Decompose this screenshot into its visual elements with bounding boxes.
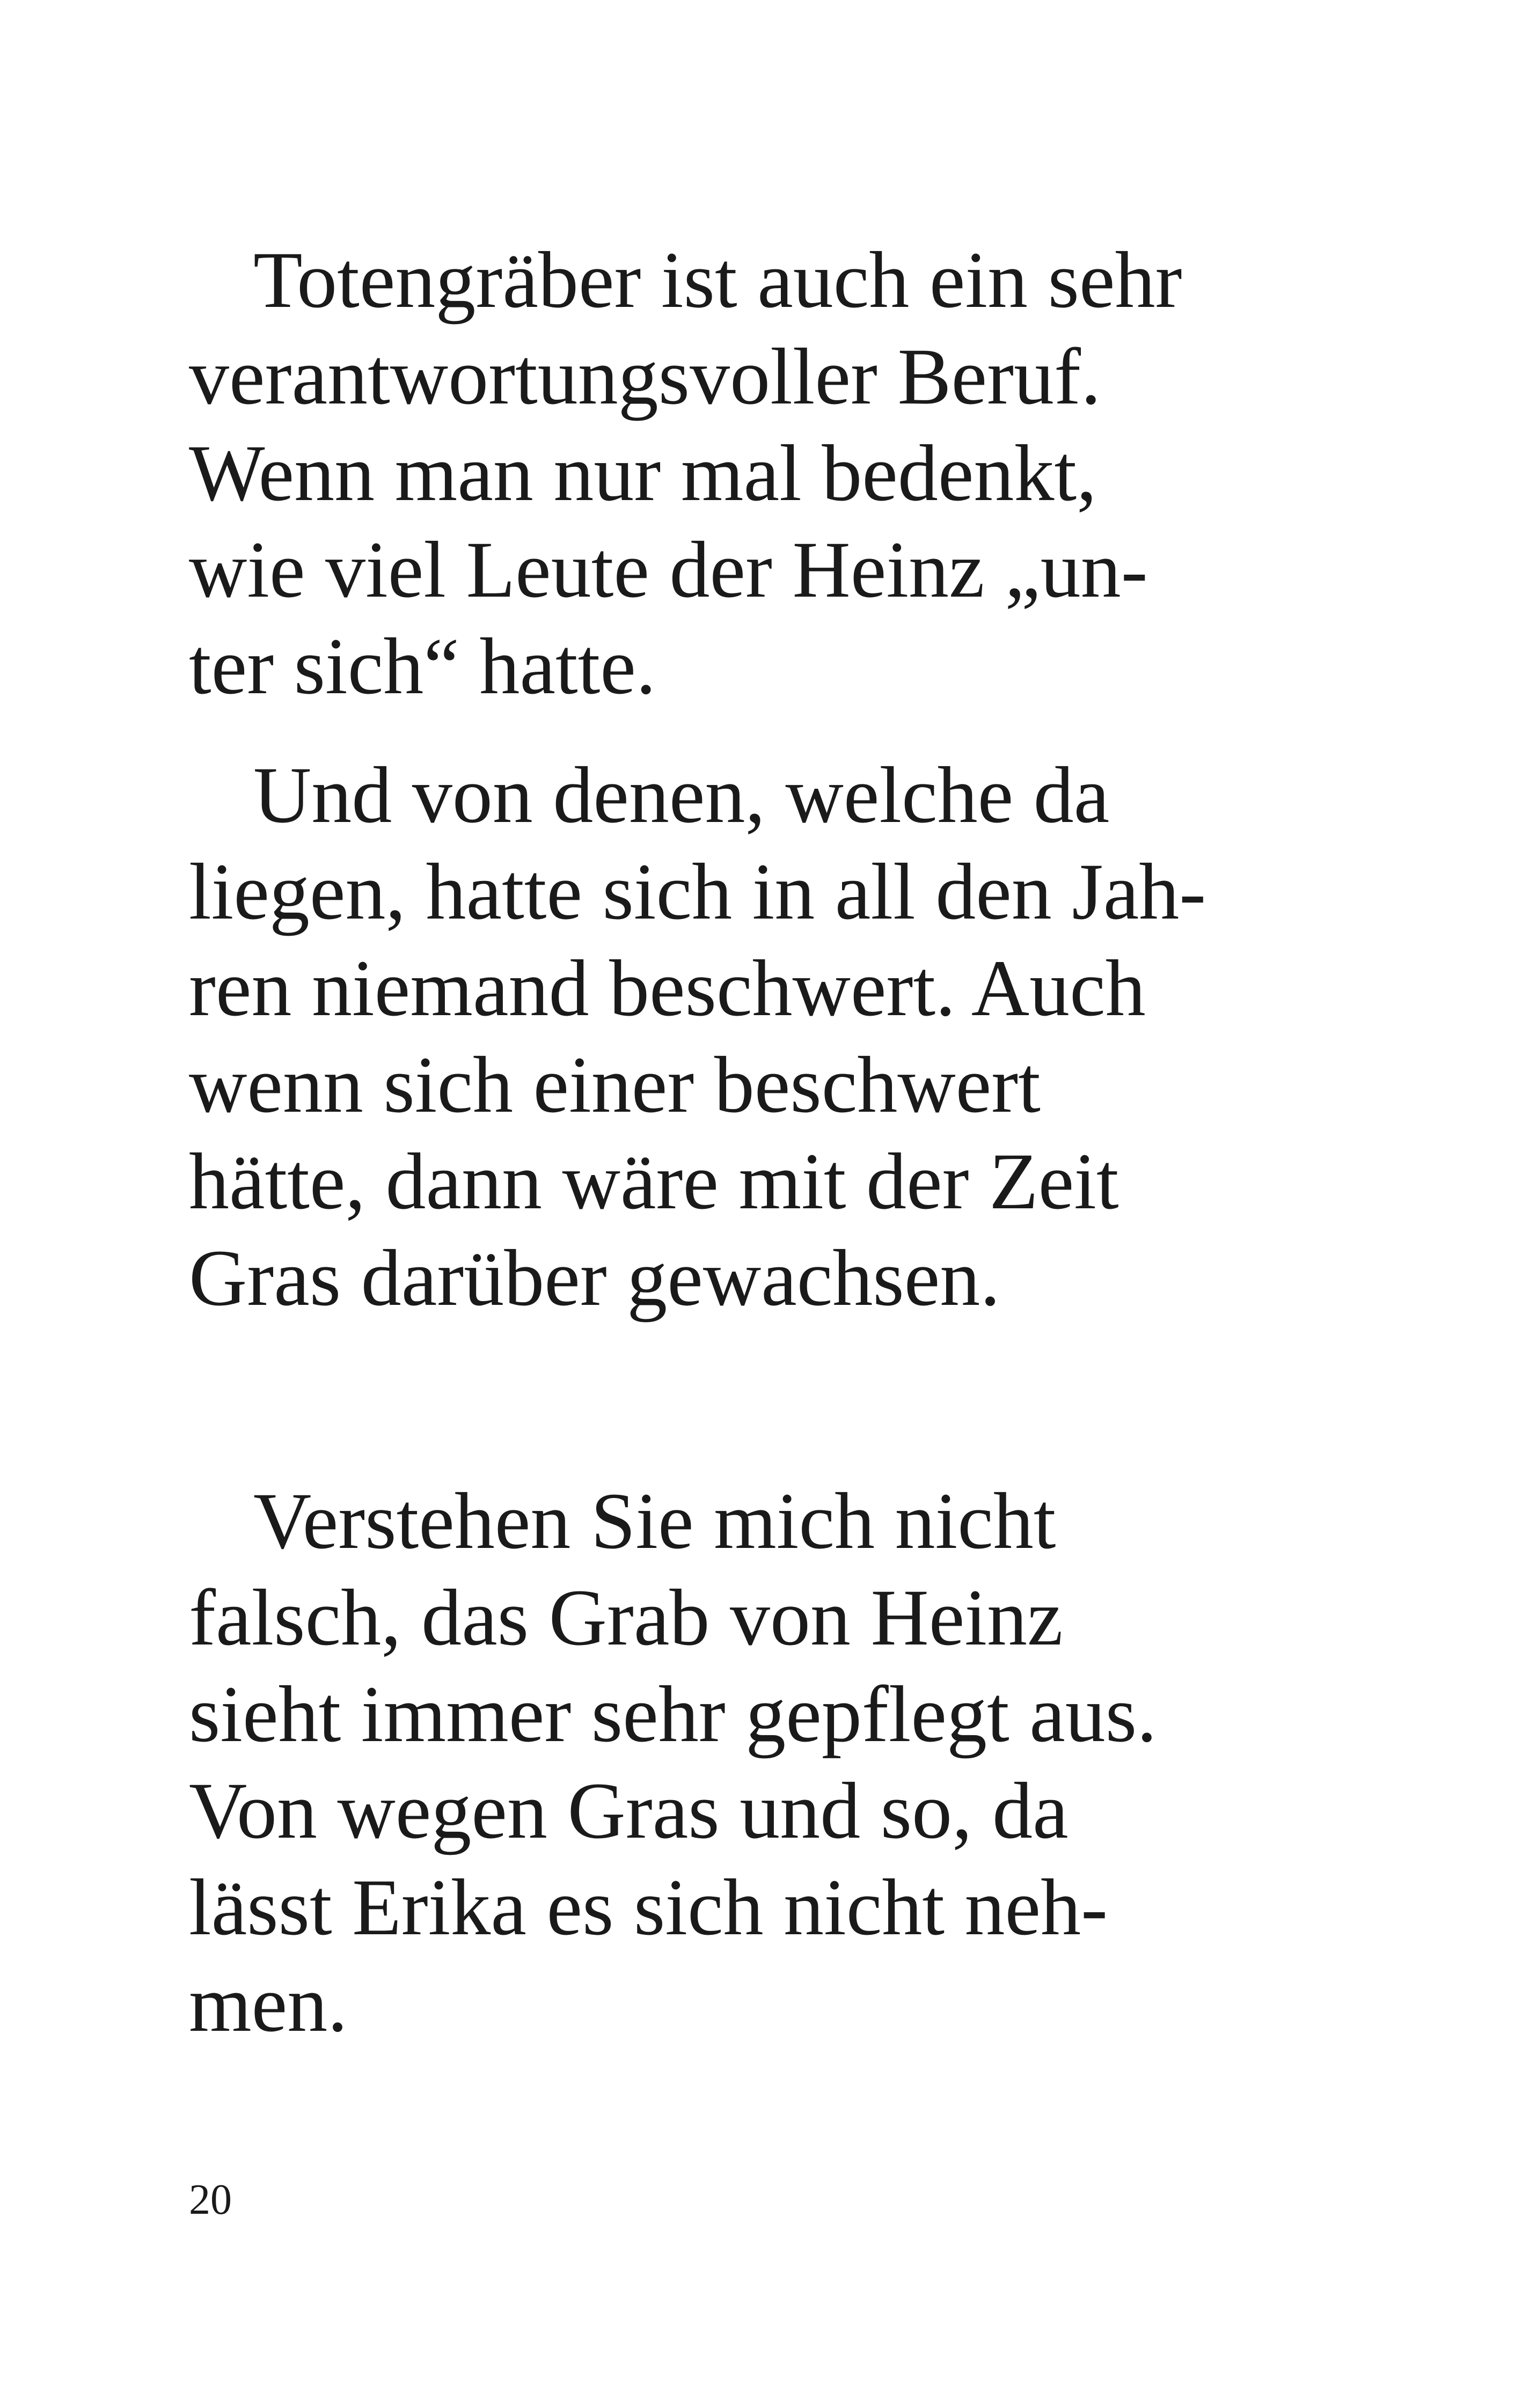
paragraph-2 [189,747,1380,1326]
paragraph-line: ter sich“ hatte. [189,622,656,711]
paragraph-line: sieht immer sehr gepflegt aus. [189,1670,1157,1759]
paragraph-line: verantwortungsvoller Beruf. [189,332,1101,421]
paragraph-line: Von wegen Gras und so, da [189,1766,1069,1855]
paragraph-line: wenn sich einer beschwert [189,1040,1041,1129]
paragraph-line: Wenn man nur mal bedenkt, [189,429,1097,518]
paragraph-line: ren niemand beschwert. Auch [189,944,1146,1033]
paragraph-line: Und von denen, welche da [253,751,1110,840]
paragraph-line: Totengräber ist auch ein sehr [253,236,1182,325]
paragraph-line: men. [189,1959,348,2049]
paragraph-line: liegen, hatte sich in all den Jah- [189,847,1206,936]
paragraph-line: lässt Erika es sich nicht neh- [189,1863,1108,1952]
paragraph-line: wie viel Leute der Heinz „un- [189,525,1148,614]
paragraph-1 [189,232,1380,715]
paragraph-line: Verstehen Sie mich nicht [253,1477,1056,1566]
paragraph-line: Gras darüber gewachsen. [189,1234,1000,1323]
paragraph-3 [189,1473,1380,2052]
paragraph-line: falsch, das Grab von Heinz [189,1573,1063,1662]
paragraph-line: hätte, dann wäre mit der Zeit [189,1137,1119,1226]
page-number: 20 [189,2176,232,2223]
